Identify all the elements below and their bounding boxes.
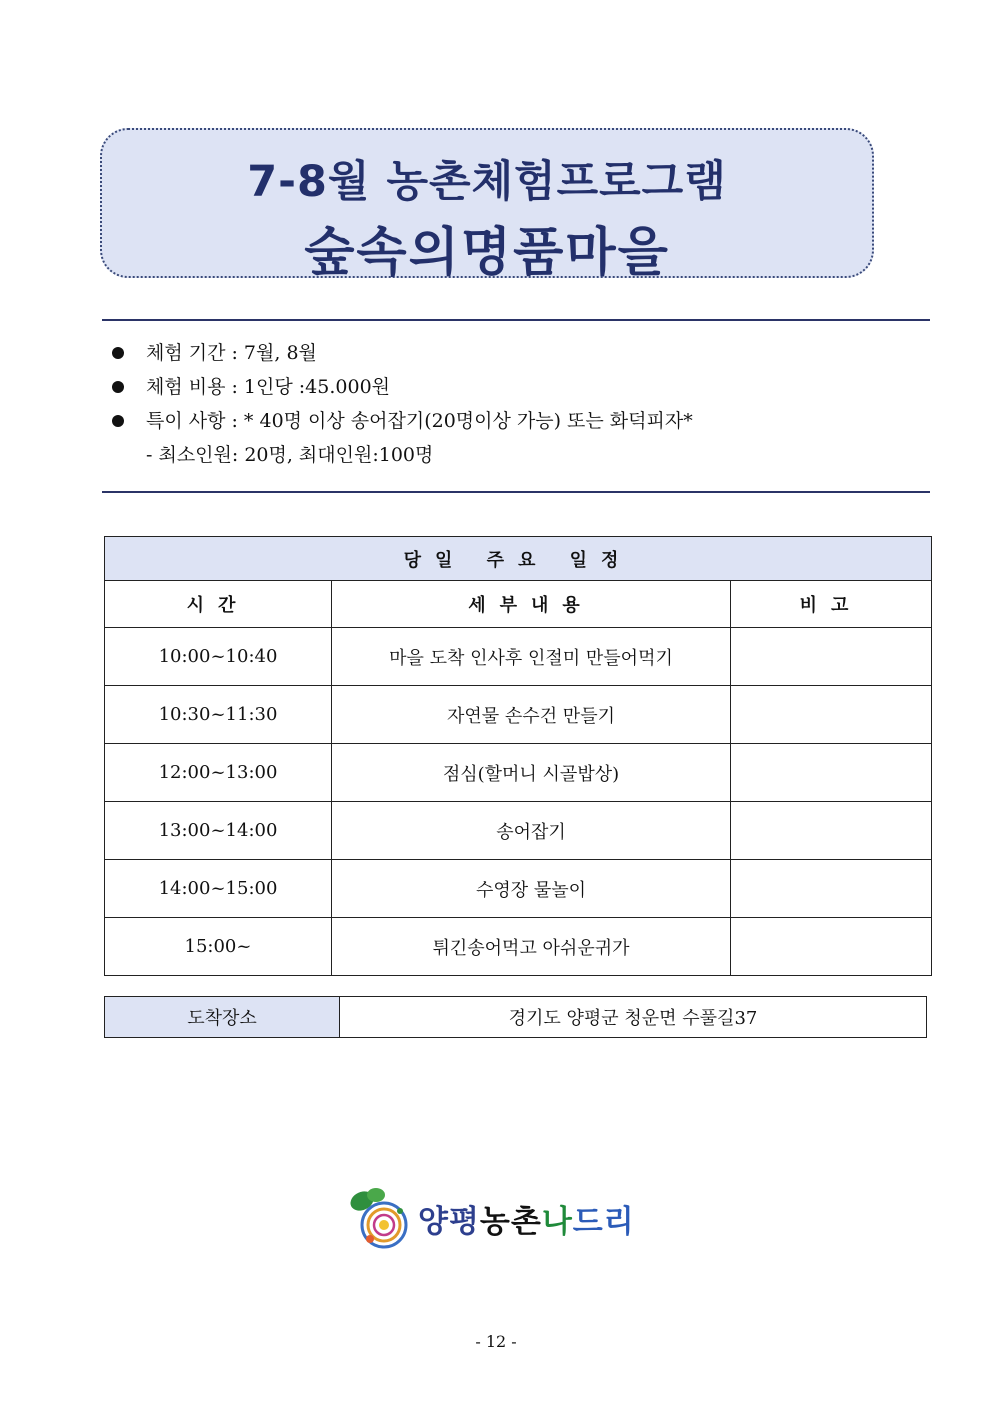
row-detail: 자연물 손수건 만들기 [332,686,731,744]
divider-bottom [102,491,930,493]
schedule-header: 당일 주요 일정 [105,537,932,581]
table-row [105,628,932,686]
table-row [105,860,932,918]
col-time-header: 시간 [105,581,332,628]
place-label: 도착장소 [105,997,340,1038]
place-table [104,996,927,1038]
row-note [731,860,932,918]
row-note [731,686,932,744]
divider-top [102,319,930,321]
row-time: 10:30~11:30 [105,686,332,744]
row-detail: 송어잡기 [332,802,731,860]
row-time: 14:00~15:00 [105,860,332,918]
bullet-icon [112,347,124,359]
title-line-1: 7-8월 농촌체험프로그램 [247,157,727,207]
info-cost: 체험 비용 : 1인당 :45.000원 [112,370,693,404]
info-note: 특이 사항 : * 40명 이상 송어잡기(20명이상 가능) 또는 화덕피자* [112,404,693,438]
table-row [105,918,932,976]
row-note [731,744,932,802]
table-row [105,686,932,744]
place-address: 경기도 양평군 청운면 수풀길37 [340,997,927,1038]
table-row [105,744,932,802]
row-detail: 튀긴송어먹고 아쉬운귀가 [332,918,731,976]
title-box [100,128,874,283]
info-block [112,336,693,472]
col-note-header: 비고 [731,581,932,628]
row-time: 10:00~10:40 [105,628,332,686]
row-note [731,802,932,860]
bullet-icon [112,415,124,427]
title-line-2: 숲속의명품마을 [304,223,670,283]
row-time: 15:00~ [105,918,332,976]
row-time: 13:00~14:00 [105,802,332,860]
row-detail: 점심(할머니 시골밥상) [332,744,731,802]
table-row [105,802,932,860]
info-period: 체험 기간 : 7월, 8월 [112,336,693,370]
row-note [731,628,932,686]
col-detail-header: 세부내용 [332,581,731,628]
page-number: - 12 - [475,1332,517,1351]
bullet-icon [112,381,124,393]
logo-text: 양평농촌나드리 [418,1204,635,1240]
row-detail: 마을 도착 인사후 인절미 만들어먹기 [332,628,731,686]
row-note [731,918,932,976]
column-header-row [105,581,932,628]
schedule-table [104,536,932,976]
row-time: 12:00~13:00 [105,744,332,802]
row-detail: 수영장 물놀이 [332,860,731,918]
info-people: - 최소인원: 20명, 최대인원:100명 [146,444,434,466]
